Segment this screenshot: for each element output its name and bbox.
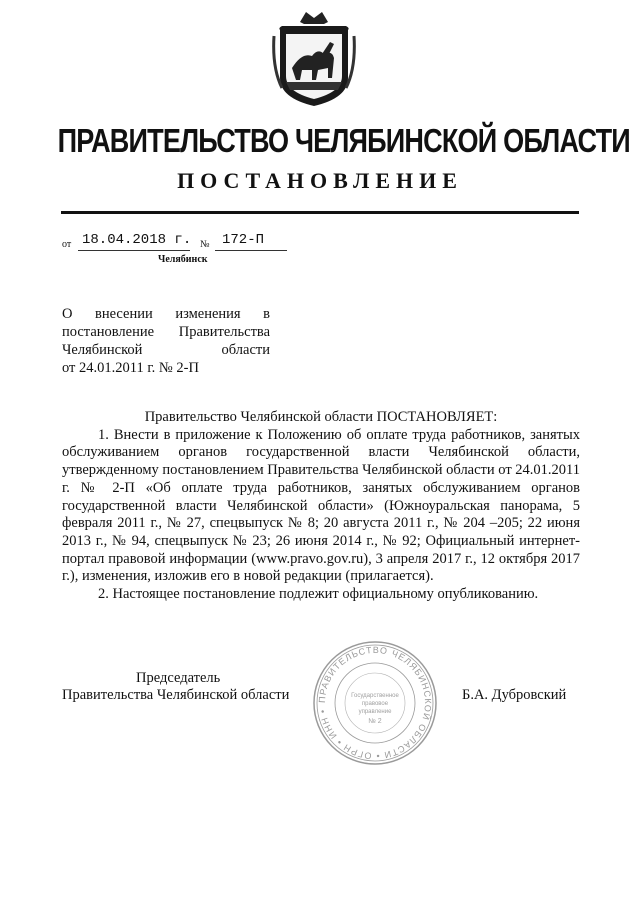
subject-line: Челябинской области bbox=[62, 342, 270, 358]
number-underline bbox=[215, 250, 287, 251]
svg-text:Государственное: Государственное bbox=[351, 693, 399, 699]
number-label: № bbox=[200, 239, 210, 250]
subject-line: О внесении изменения в bbox=[62, 306, 270, 322]
official-round-seal-icon bbox=[311, 639, 439, 767]
svg-text:правовое: правовое bbox=[361, 701, 389, 707]
resolution-heading: Правительство Челябинской области ПОСТАНОВЛЯЕТ: bbox=[144, 409, 498, 425]
svg-text:управление: управление bbox=[358, 709, 392, 715]
city-label: Челябинск bbox=[158, 254, 208, 265]
date-underline bbox=[78, 250, 190, 251]
subject-line: постановление Правительства bbox=[62, 324, 270, 340]
document-number: 172-П bbox=[222, 232, 265, 248]
signatory-name: Б.А. Дубровский bbox=[462, 687, 567, 703]
resolution-item-2: 2. Настоящее постановление подлежит официальному опубликованию. bbox=[98, 586, 539, 603]
signatory-organization: Правительства Челябинской области bbox=[62, 687, 290, 703]
header-divider bbox=[61, 211, 579, 214]
signatory-title: Председатель bbox=[136, 670, 221, 686]
resolution-item-1: 1. Внести в приложение к Положению об оплате труда работников, занятых обслуживанием органов государственной власти Челябинской области, утвержденному постановлением Правительства Челябинской области от 24.01.2011 г. № 2-П «Об оплате труда работников, занятых обслуживанием органов государственной власти Челябинской области» (Южноуральская панорама, 5 февраля 2011 г., № 27, спецвыпуск № 8; 20 августа 2011 г., № 204 –205; 22 июня 2013 г., № 94, спецвыпуск № 23; 26 июня 2014 г., № 92; Официальный интернет-портал правовой информации (www.pravo.gov.ru), 3 апреля 2017 г., 12 октября 2017 г.), изменения, изложив его в новой редакции (прилагается). bbox=[62, 426, 580, 585]
document-date: 18.04.2018 г. bbox=[82, 232, 192, 248]
document-subject bbox=[62, 305, 270, 377]
subject-line: от 24.01.2011 г. № 2-П bbox=[62, 360, 199, 376]
svg-text:№ 2: № 2 bbox=[368, 718, 382, 725]
svg-text:ПРАВИТЕЛЬСТВО ЧЕЛЯБИНСКОЙ ОБЛА: ПРАВИТЕЛЬСТВО ЧЕЛЯБИНСКОЙ ОБЛАСТИ • ОГРН • ИНН • bbox=[316, 644, 434, 762]
document-body bbox=[62, 409, 580, 604]
date-label: от bbox=[62, 239, 72, 250]
chelyabinsk-coat-of-arms-icon bbox=[272, 8, 356, 108]
government-name: ПРАВИТЕЛЬСТВО ЧЕЛЯБИНСКОЙ ОБЛАСТИ bbox=[57, 122, 630, 159]
document-type: ПОСТАНОВЛЕНИЕ bbox=[177, 168, 463, 193]
